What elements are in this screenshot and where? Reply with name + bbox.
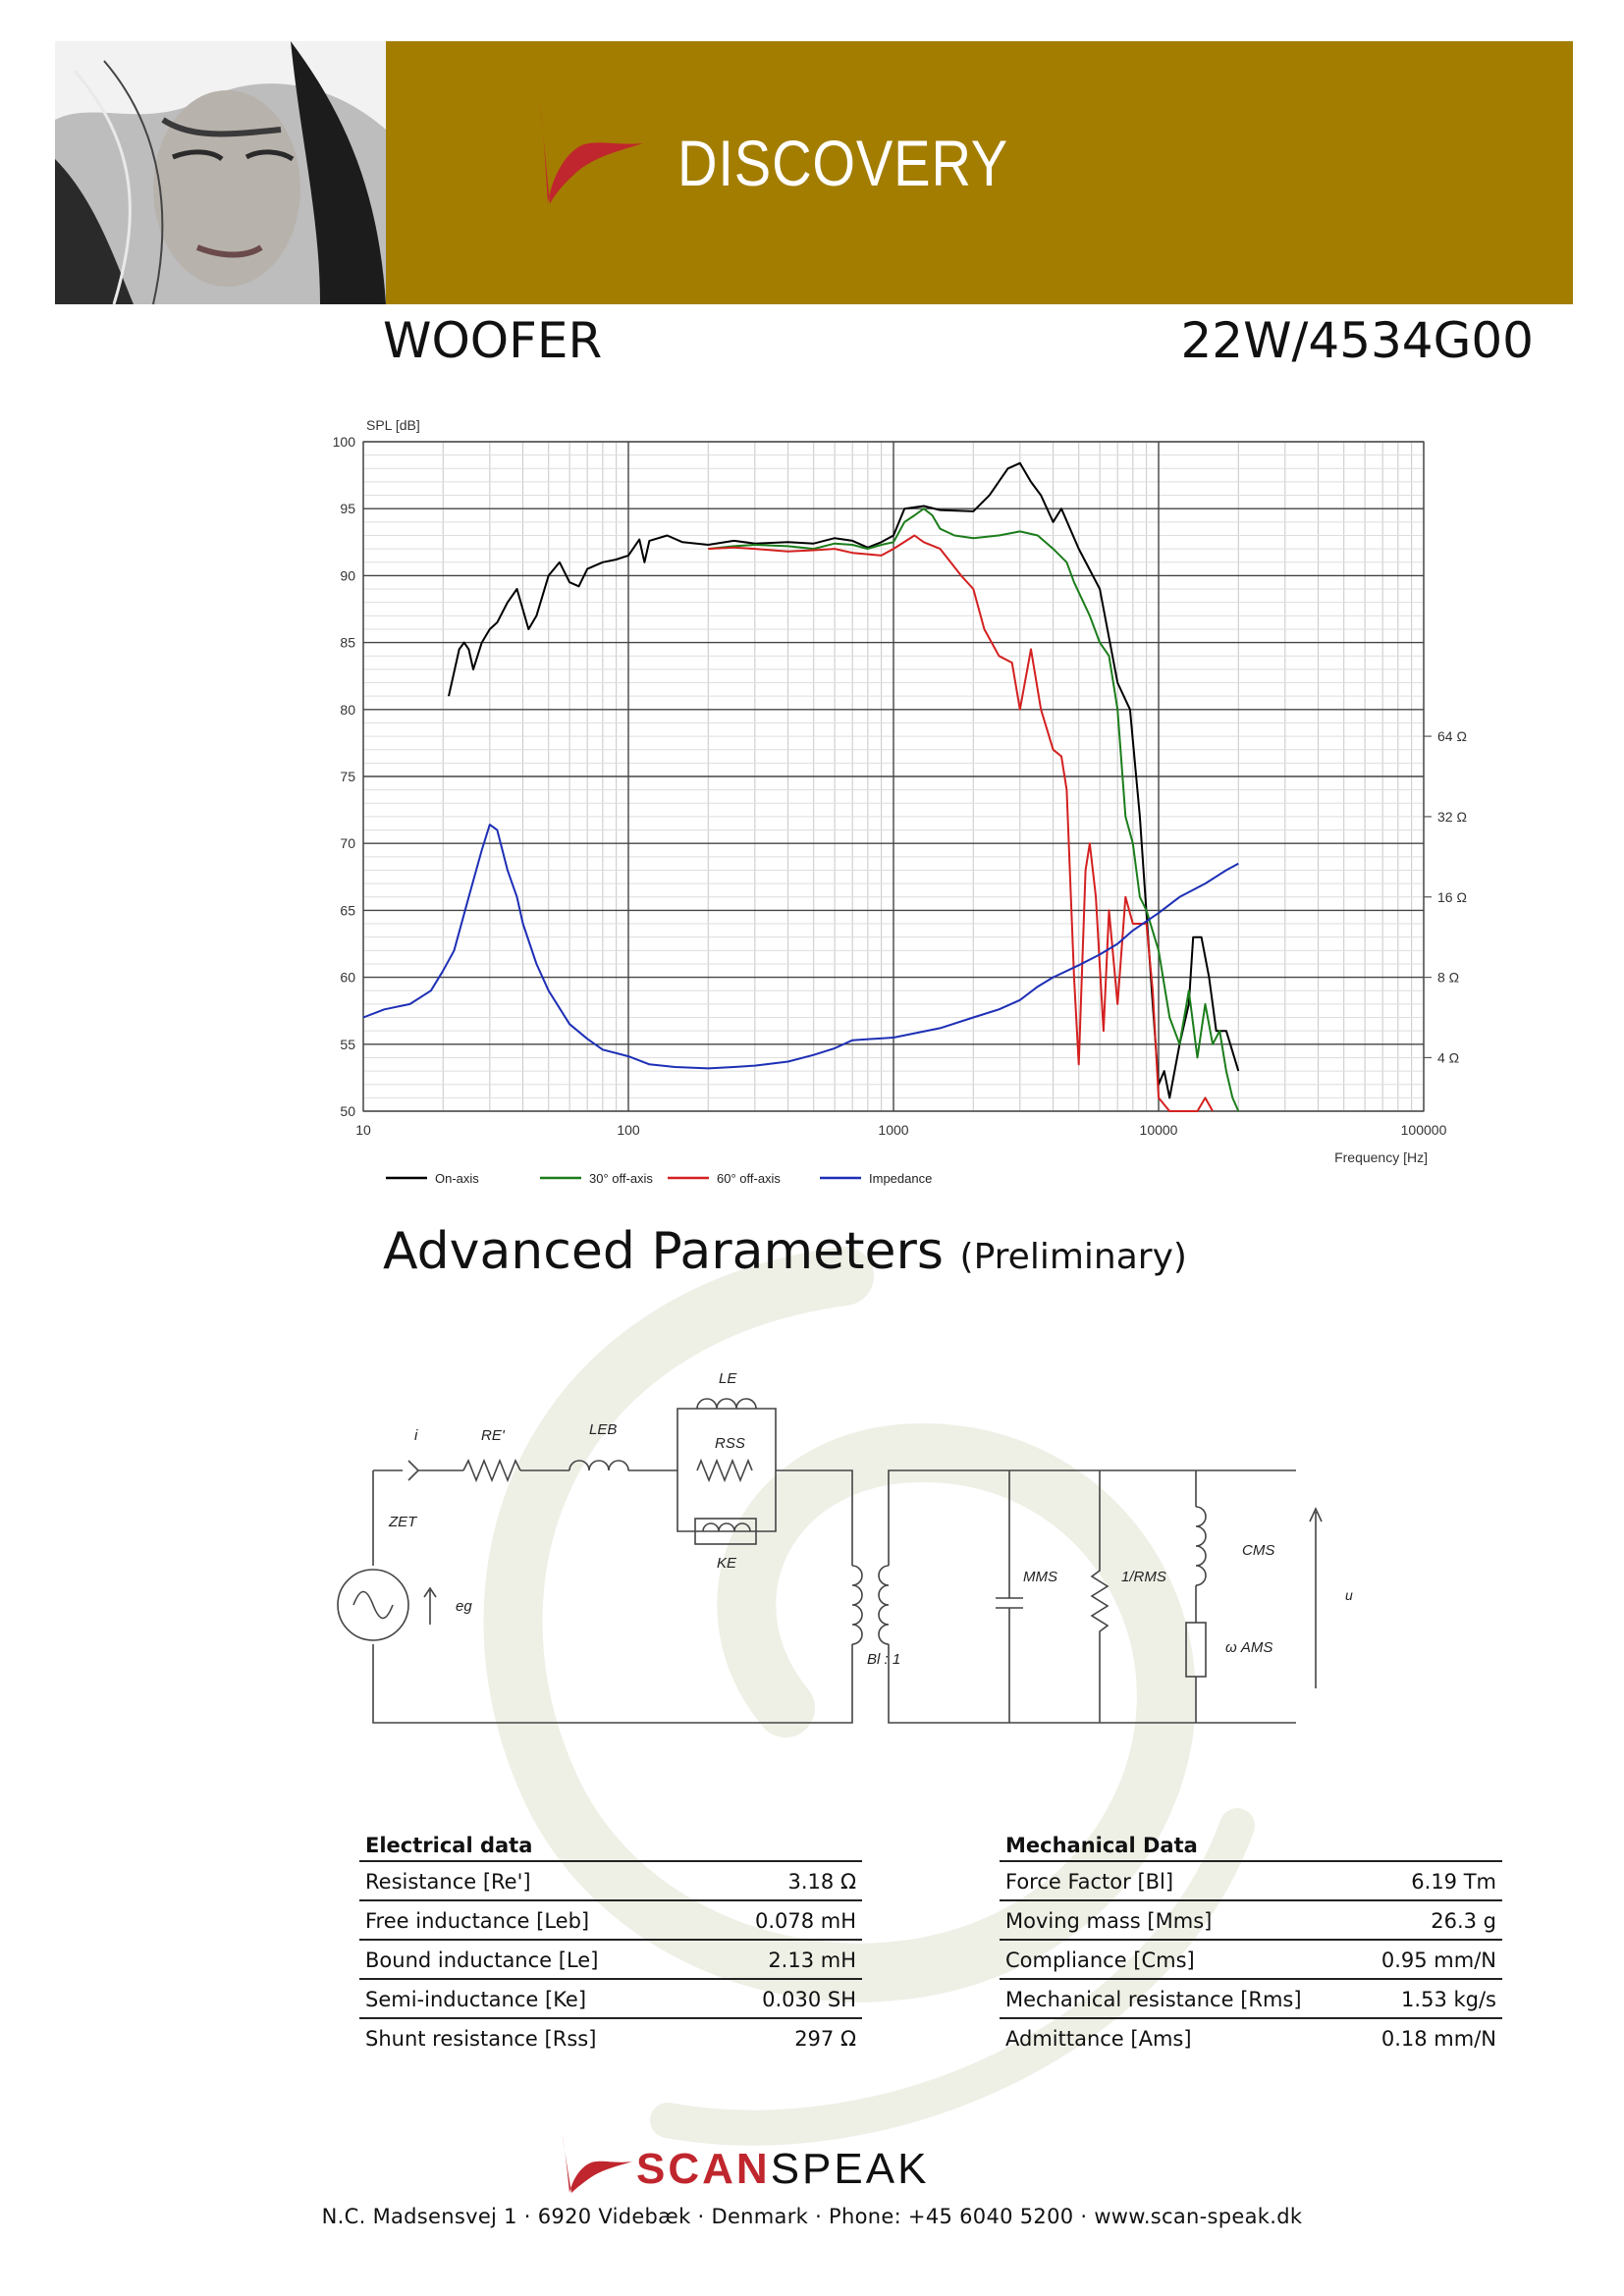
label-u: u xyxy=(1345,1587,1353,1603)
x-tick-label: 100000 xyxy=(1400,1122,1447,1138)
y-tick-label: 70 xyxy=(340,835,355,852)
param-value: 1.53 kg/s xyxy=(1356,1979,1502,2018)
product-type: WOOFER xyxy=(383,312,603,369)
label-rss: RSS xyxy=(715,1435,745,1452)
x-tick-label: 10000 xyxy=(1139,1122,1178,1138)
electrical-data-title: Electrical data xyxy=(359,1832,862,1861)
label-eg: eg xyxy=(456,1598,472,1615)
element-ams-box xyxy=(1186,1623,1206,1677)
current-arrow xyxy=(408,1461,418,1480)
param-value: 297 Ω xyxy=(794,2027,856,2051)
param-label: Free inductance [Leb] xyxy=(359,1900,703,1940)
y-tick-label: 65 xyxy=(340,902,355,919)
param-value: 2.13 mH xyxy=(703,1940,862,1979)
label-i: i xyxy=(414,1427,418,1444)
label-re: RE' xyxy=(481,1427,505,1444)
scanspeak-wordmark: SCANSPEAK xyxy=(636,2145,930,2193)
x-tick-label: 10 xyxy=(355,1122,371,1138)
legend-label: Impedance xyxy=(869,1171,933,1186)
section-title-sub: (Preliminary) xyxy=(959,1237,1187,1277)
y-tick-label: 50 xyxy=(340,1103,355,1119)
param-value: 3.18 Ω xyxy=(703,1861,862,1900)
transformer-secondary xyxy=(879,1566,889,1644)
equivalent-circuit xyxy=(324,1350,1353,1752)
label-ams: ω AMS xyxy=(1225,1639,1273,1656)
resistor-re xyxy=(463,1461,520,1480)
y2-tick-label: 16 Ω xyxy=(1437,888,1467,905)
resistor-rss xyxy=(697,1461,752,1480)
table-row xyxy=(1000,1940,1502,1979)
inductor-cms xyxy=(1196,1507,1206,1585)
y-tick-label: 85 xyxy=(340,634,355,651)
chart-svg xyxy=(324,412,1483,1198)
label-le: LE xyxy=(719,1370,737,1387)
table-row xyxy=(359,1979,862,2018)
param-value: 0.030 SH xyxy=(703,1979,862,2018)
param-label: Moving mass [Mms] xyxy=(1000,1900,1356,1940)
brand-title: DISCOVERY xyxy=(677,127,1009,199)
scanspeak-logo xyxy=(560,2128,992,2197)
param-label: Shunt resistance [Rss] xyxy=(365,2027,597,2051)
parallel-box-bottom xyxy=(677,1470,776,1531)
capacitor-mms xyxy=(996,1470,1023,1723)
param-label: Semi-inductance [Ke] xyxy=(359,1979,703,2018)
label-cms: CMS xyxy=(1242,1542,1275,1559)
label-rms: 1/RMS xyxy=(1121,1569,1166,1585)
y-tick-label: 60 xyxy=(340,969,355,986)
wire-bottom-electrical xyxy=(373,1644,852,1723)
mechanical-data-table xyxy=(1000,1832,1502,2056)
y2-tick-label: 64 Ω xyxy=(1437,728,1467,745)
y-axis-label: SPL [dB] xyxy=(366,417,420,433)
table-row xyxy=(359,1900,862,1940)
inductor-ke xyxy=(703,1523,750,1531)
y2-tick-label: 8 Ω xyxy=(1437,969,1460,986)
discovery-logo-mark xyxy=(530,96,648,209)
section-title xyxy=(383,1222,1187,1281)
frequency-response-chart xyxy=(324,412,1483,1198)
y-tick-label: 100 xyxy=(332,434,355,450)
y-tick-label: 80 xyxy=(340,701,355,718)
scanspeak-logo-mark xyxy=(562,2132,632,2193)
param-value: 26.3 g xyxy=(1356,1900,1502,1940)
eg-arrow xyxy=(424,1588,436,1625)
param-label: Admittance [Ams] xyxy=(1005,2027,1192,2051)
param-label: Compliance [Cms] xyxy=(1000,1940,1356,1979)
y-tick-label: 55 xyxy=(340,1036,355,1052)
param-label: Resistance [Re'] xyxy=(359,1861,703,1900)
legend-label: 60° off-axis xyxy=(717,1171,781,1186)
header-photo xyxy=(55,41,386,304)
param-value: 0.18 mm/N xyxy=(1380,2027,1496,2051)
label-ke: KE xyxy=(717,1555,737,1572)
x-tick-label: 1000 xyxy=(878,1122,909,1138)
label-bl: Bl : 1 xyxy=(867,1651,901,1668)
table-row xyxy=(359,1861,862,1900)
table-row xyxy=(1000,2018,1502,2056)
param-label: Force Factor [Bl] xyxy=(1000,1861,1356,1900)
param-value: 6.19 Tm xyxy=(1356,1861,1502,1900)
velocity-arrow xyxy=(1310,1509,1322,1688)
scanspeak-logo-svg xyxy=(560,2128,992,2197)
y-tick-label: 75 xyxy=(340,769,355,784)
label-leb: LEB xyxy=(589,1421,618,1438)
product-model: 22W/4534G00 xyxy=(1180,312,1534,369)
resistor-rms xyxy=(1092,1470,1108,1723)
table-row xyxy=(1000,1900,1502,1940)
portrait-image xyxy=(55,41,386,304)
wire-mech-bottom xyxy=(889,1644,1296,1723)
y2-tick-label: 4 Ω xyxy=(1437,1049,1460,1066)
transformer-primary xyxy=(852,1566,862,1644)
table-row xyxy=(359,2018,862,2056)
table-row xyxy=(1000,1861,1502,1900)
inductor-le xyxy=(697,1399,756,1409)
x-axis-label: Frequency [Hz] xyxy=(1334,1149,1428,1165)
table-row xyxy=(359,1940,862,1979)
label-mms: MMS xyxy=(1023,1569,1057,1585)
param-value: 0.078 mH xyxy=(703,1900,862,1940)
inductor-leb xyxy=(569,1461,628,1470)
section-title-main: Advanced Parameters xyxy=(383,1222,945,1281)
y-tick-label: 95 xyxy=(340,501,355,517)
wire-to-transformer xyxy=(776,1470,852,1566)
x-tick-label: 100 xyxy=(617,1122,640,1138)
y2-tick-label: 32 Ω xyxy=(1437,808,1467,825)
electrical-data-table xyxy=(359,1832,862,2056)
legend-label: 30° off-axis xyxy=(589,1171,653,1186)
y-tick-label: 90 xyxy=(340,567,355,584)
legend-label: On-axis xyxy=(435,1171,479,1186)
param-label: Bound inductance [Le] xyxy=(359,1940,703,1979)
circuit-svg xyxy=(324,1350,1353,1752)
footer-address: N.C. Madsensvej 1 · 6920 Videbæk · Denmark · Phone: +45 6040 5200 · www.scan-speak.dk xyxy=(321,2205,1303,2228)
wire-mech-top xyxy=(889,1470,1296,1566)
label-zet: ZET xyxy=(389,1514,417,1530)
param-label: Mechanical resistance [Rms] xyxy=(1000,1979,1356,2018)
table-row xyxy=(1000,1979,1502,2018)
mechanical-data-title: Mechanical Data xyxy=(1000,1832,1502,1861)
param-value: 0.95 mm/N xyxy=(1356,1940,1502,1979)
